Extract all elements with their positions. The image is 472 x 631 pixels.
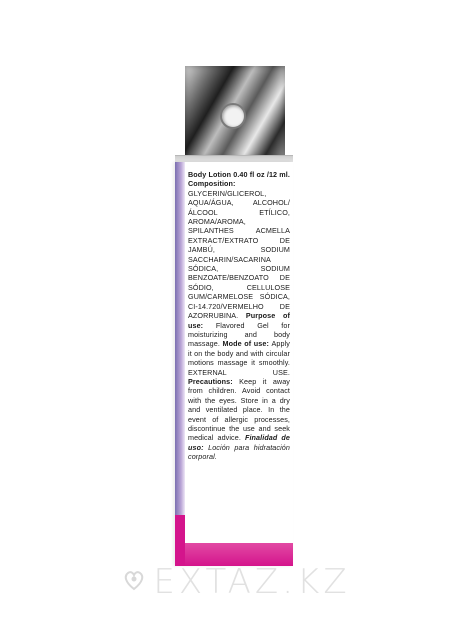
mode-heading: Mode of use: xyxy=(222,339,272,349)
finalidad-heading: Finalidad de uso: xyxy=(188,433,290,452)
purpose-text: Flavored Gel for moisturizing and body massage. xyxy=(188,320,290,349)
box-side-pink xyxy=(175,515,185,566)
finalidad-text: Loción para hidratación corporal. xyxy=(188,442,290,462)
box-side-strip xyxy=(175,162,185,566)
composition-text: GLYCERIN/GLICEROL, AQUA/ÁGUA, ALCOHOL/ÁLCOOL ETÍLICO, AROMA/AROMA, SPILANTHES ACMELLA EXTRACT/EXTRATO DE JAMBÚ, SODIUM SACCHARIN/SACARINA SÓDICA, SODIUM BENZOATE/BENZOATO DE SÓDIO, CELLULOSE GUM/CARMELOSE SÓDICA, CI-14.720/VERMELHO DE AZORRUBINA. xyxy=(188,188,290,321)
hang-hole xyxy=(220,103,246,129)
precautions-text: Keep it away from children. Avoid contact with the eyes. Store in a dry and ventilated place. In the event of allergic processes, discontinue the use and seek medical advice. xyxy=(188,376,290,443)
watermark-text: EXTAZ.KZ xyxy=(153,562,351,602)
product-name: Body Lotion xyxy=(188,170,234,179)
heart-lock-icon xyxy=(121,562,147,602)
composition-heading: Composition: xyxy=(188,179,236,189)
product-size: 0.40 fl oz /12 ml. xyxy=(233,170,290,179)
mode-text: Apply it on the body and with circular motions massage it smoothly. EXTERNAL USE. xyxy=(188,339,290,377)
purpose-heading: Purpose of use: xyxy=(188,311,290,330)
precautions-heading: Precautions: xyxy=(188,376,240,386)
ingredients-label xyxy=(188,170,290,462)
watermark xyxy=(0,562,472,602)
